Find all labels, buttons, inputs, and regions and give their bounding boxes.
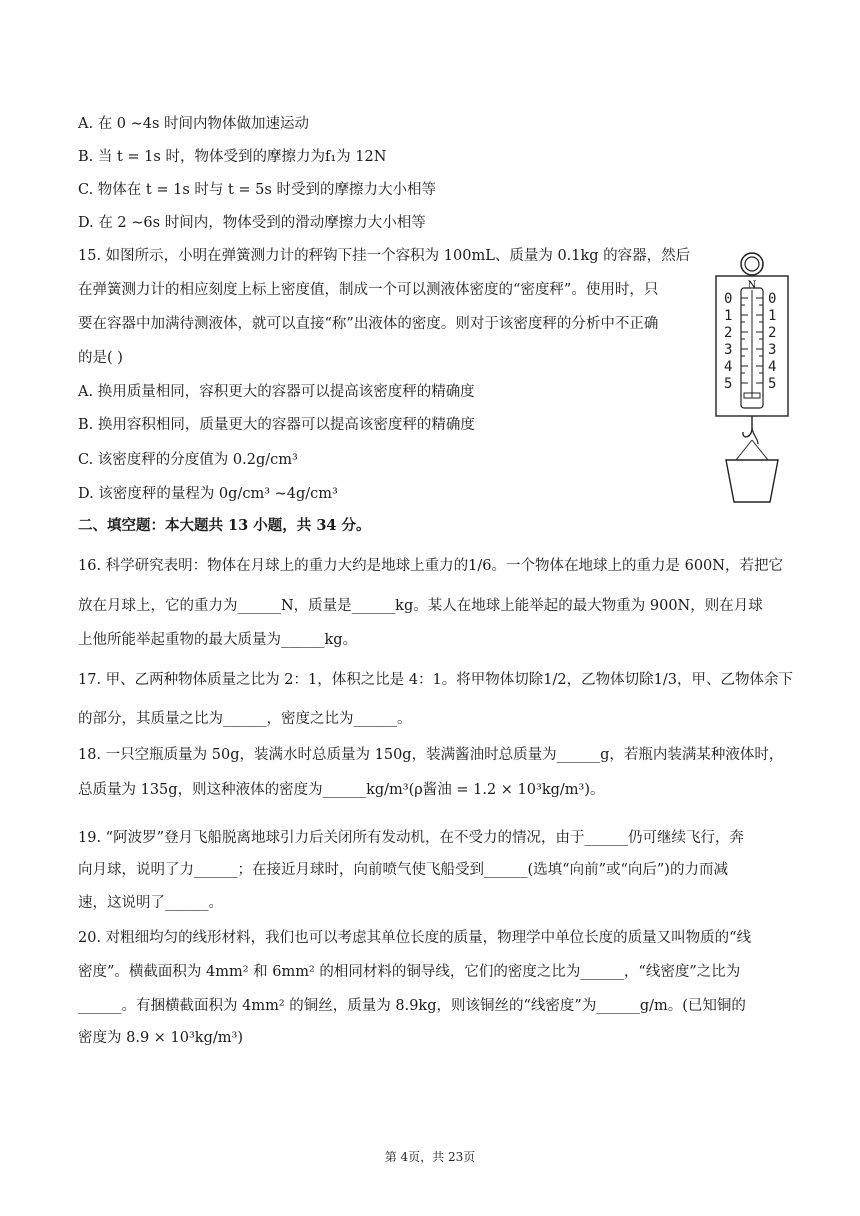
option-d-q14: D. 在 2 ∼6s 时间内，物体受到的滑动摩擦力大小相等	[78, 215, 426, 231]
question-19-line-3: 速，这说明了______。	[78, 895, 223, 911]
question-15-line-4: 的是( )	[78, 350, 123, 366]
ring-icon	[741, 253, 763, 275]
option-c-q14: C. 物体在 t = 1s 时与 t = 5s 时受到的摩擦力大小相等	[78, 182, 436, 198]
question-15-line-1: 15. 如图所示，小明在弹簧测力计的秤钩下挂一个容积为 100mL、质量为 0.1kg 的容器，然后	[78, 248, 691, 264]
option-b-q14: B. 当 t = 1s 时，物体受到的摩擦力为f₁为 12N	[78, 149, 387, 165]
option-b-q15: B. 换用容积相同，质量更大的容器可以提高该密度秤的精确度	[78, 417, 475, 433]
right-scale-label: 4	[768, 359, 777, 375]
spring-scale-figure	[712, 250, 792, 510]
left-scale-label: 3	[724, 342, 733, 358]
question-17-line-1: 17. 甲、乙两种物体质量之比为 2：1，体积之比是 4：1。将甲物体切除1/2，乙物体切除1/3，甲、乙物体余下	[78, 672, 793, 688]
question-17-line-2: 的部分，其质量之比为______，密度之比为______。	[78, 711, 412, 727]
right-scale-label: 5	[768, 376, 777, 392]
page-footer: 第 4页，共 23页	[384, 1150, 476, 1164]
question-18-line-2: 总质量为 135g，则这种液体的密度为______kg/m³(ρ酱油 = 1.2 × 10³kg/m³)。	[78, 782, 605, 798]
question-16-line-1: 16. 科学研究表明：物体在月球上的重力大约是地球上重力的1/6。一个物体在地球上的重力是 600N，若把它	[78, 558, 783, 574]
right-scale-label: 1	[768, 308, 777, 324]
hook-icon	[743, 428, 752, 437]
question-18-line-1: 18. 一只空瓶质量为 50g，装满水时总质量为 150g，装满酱油时总质量为______g，若瓶内装满某种液体时，	[78, 747, 784, 763]
right-scale-label: 2	[768, 325, 777, 341]
left-scale-label: 1	[724, 308, 733, 324]
left-scale-label: 0	[724, 291, 733, 307]
right-scale-label: 0	[768, 291, 777, 307]
question-20-line-2: 密度”。横截面积为 4mm² 和 6mm² 的相同材料的铜导线，它们的密度之比为______，“线密度”之比为	[78, 964, 741, 980]
question-15-line-3: 要在容器中加满待测液体，就可以直接“称”出液体的密度。则对于该密度秤的分析中不正确	[78, 316, 659, 332]
option-a-q15: A. 换用质量相同，容积更大的容器可以提高该密度秤的精确度	[78, 384, 475, 400]
left-scale-label: 4	[724, 359, 733, 375]
question-20-line-4: 密度为 8.9 × 10³kg/m³)	[78, 1030, 243, 1046]
question-20-line-1: 20. 对粗细均匀的线形材料，我们也可以考虑其单位长度的质量，物理学中单位长度的质量又叫物质的“线	[78, 930, 752, 946]
left-scale-label: 2	[724, 325, 733, 341]
container-icon	[726, 460, 778, 502]
question-19-line-2: 向月球，说明了力______；在接近月球时，向前喷气使飞船受到______(选填“向前”或“向后”)的力而减	[78, 862, 728, 878]
question-16-line-2: 放在月球上，它的重力为______N，质量是______kg。某人在地球上能举起的最大物重为 900N，则在月球	[78, 598, 763, 614]
option-a-q14: A. 在 0 ∼4s 时间内物体做加速运动	[78, 116, 310, 132]
meter-top-label: N	[747, 280, 757, 291]
option-d-q15: D. 该密度秤的量程为 0g/cm³ ∼4g/cm³	[78, 486, 338, 502]
option-c-q15: C. 该密度秤的分度值为 0.2g/cm³	[78, 452, 298, 468]
question-19-line-1: 19. “阿波罗”登月飞船脱离地球引力后关闭所有发动机，在不受力的情况，由于______仍可继续飞行，奔	[78, 830, 744, 846]
question-20-line-3: ______。有捆横截面积为 4mm² 的铜丝，质量为 8.9kg，则该铜丝的“线密度”为______g/m。(已知铜的	[78, 998, 746, 1014]
question-15-line-2: 在弹簧测力计的相应刻度上标上密度值，制成一个可以测液体密度的“密度秤”。使用时，只	[78, 282, 659, 298]
question-16-line-3: 上他所能举起重物的最大质量为______kg。	[78, 632, 358, 648]
section-heading: 二、填空题：本大题共 13 小题，共 34 分。	[78, 517, 371, 534]
right-scale-label: 3	[768, 342, 777, 358]
left-scale-label: 5	[724, 376, 733, 392]
